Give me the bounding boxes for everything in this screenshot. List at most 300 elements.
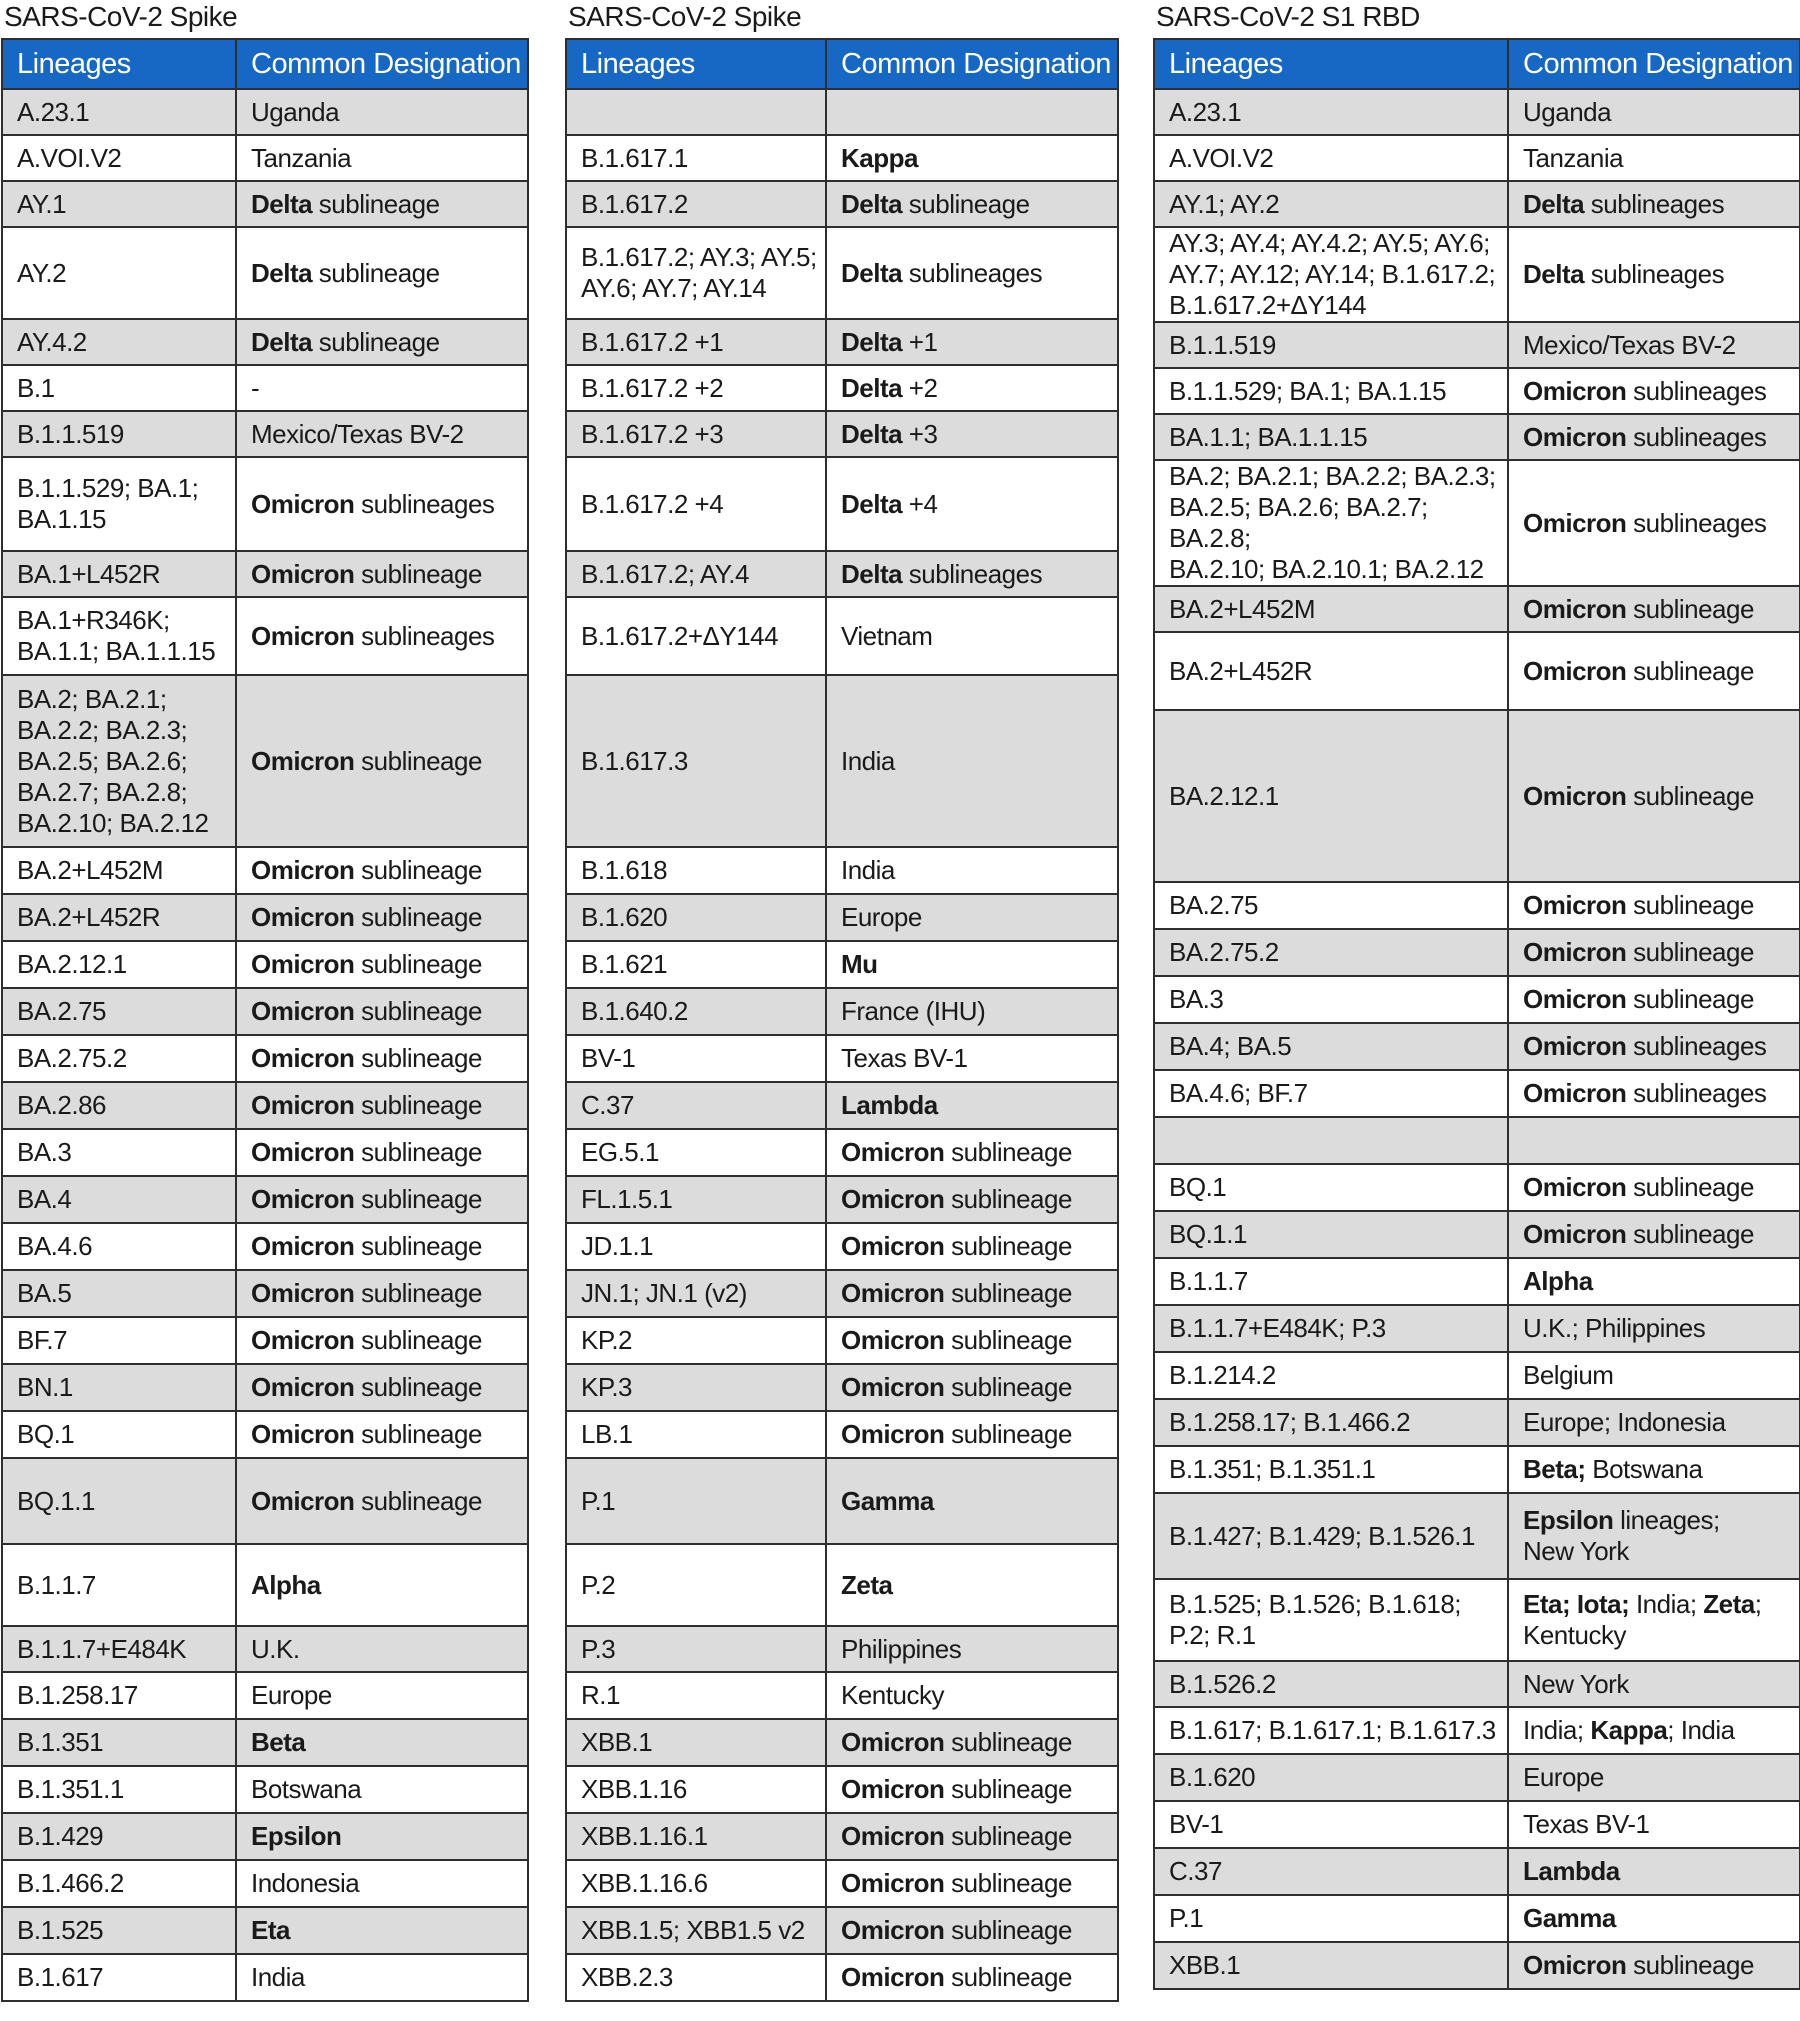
designation-cell	[1508, 1661, 1800, 1707]
table-row	[2, 365, 528, 411]
designation-text: sublineage	[312, 326, 440, 357]
table-row	[566, 941, 1118, 988]
designation-emphasis: Omicron	[251, 855, 355, 885]
lineage-cell: BA.1.1; BA.1.1.15	[1154, 414, 1508, 460]
table-row	[2, 1317, 528, 1364]
table-row	[1154, 1164, 1800, 1211]
designation-emphasis: Delta	[841, 558, 903, 589]
designation-text: sublineages	[902, 257, 1043, 288]
lineage-cell: AY.1; AY.2	[1154, 181, 1508, 227]
designation-text: Philippines	[841, 1633, 962, 1664]
designation-cell	[236, 988, 528, 1035]
table-row	[2, 675, 528, 847]
designation-cell	[826, 1364, 1118, 1411]
designation-cell	[826, 319, 1118, 365]
designation-emphasis: Omicron	[1523, 593, 1627, 624]
header-lineages: Lineages	[566, 39, 826, 89]
designation-cell	[826, 411, 1118, 457]
header-common-designation: Common Designation	[826, 39, 1118, 89]
designation-emphasis: Gamma	[1523, 1903, 1616, 1933]
table-row	[1154, 882, 1800, 929]
lineage-cell: B.1.617.2; AY.3; AY.5; AY.6; AY.7; AY.14	[566, 227, 826, 319]
designation-text: India;	[1629, 1589, 1704, 1619]
designation-emphasis: Omicron	[841, 1137, 945, 1167]
designation-emphasis: Omicron	[251, 1043, 355, 1073]
designation-text: sublineage	[354, 1231, 482, 1261]
designation-cell	[1508, 1070, 1800, 1117]
lineage-table	[565, 38, 1119, 2002]
header-lineages: Lineages	[1154, 39, 1508, 89]
designation-emphasis: Alpha	[1523, 1266, 1593, 1296]
lineage-cell: XBB.1.16.6	[566, 1860, 826, 1907]
lineage-cell: B.1.525; B.1.526; B.1.618; P.2; R.1	[1154, 1579, 1508, 1661]
table-row	[1154, 1305, 1800, 1352]
designation-emphasis: Delta	[841, 372, 903, 403]
designation-cell	[236, 365, 528, 411]
lineage-cell: B.1.621	[566, 941, 826, 988]
designation-cell	[826, 1270, 1118, 1317]
designation-text: Kentucky	[841, 1680, 944, 1710]
table-row	[1154, 89, 1800, 135]
table-row	[566, 89, 1118, 135]
designation-text: sublineage	[944, 1231, 1072, 1261]
table-row	[2, 1907, 528, 1954]
designation-emphasis: Omicron	[841, 1231, 945, 1261]
designation-cell	[1508, 1895, 1800, 1942]
lineage-cell: B.1.617.2 +1	[566, 319, 826, 365]
designation-text: sublineage	[354, 996, 482, 1026]
designation-cell	[236, 1626, 528, 1672]
lineage-cell: B.1.640.2	[566, 988, 826, 1035]
lineage-cell: P.2	[566, 1544, 826, 1626]
lineage-cell: B.1	[2, 365, 236, 411]
designation-cell	[236, 1719, 528, 1766]
lineage-cell: B.1.525	[2, 1907, 236, 1954]
designation-cell	[236, 1035, 528, 1082]
lineage-cell: R.1	[566, 1672, 826, 1719]
table-row	[2, 597, 528, 675]
designation-text: +1	[902, 326, 938, 357]
lineage-cell: AY.2	[2, 227, 236, 319]
table-row	[566, 894, 1118, 941]
lineage-cell: KP.3	[566, 1364, 826, 1411]
lineage-cell: BA.2.75	[1154, 882, 1508, 929]
lineage-cell: XBB.1.16	[566, 1766, 826, 1813]
table-row	[566, 988, 1118, 1035]
designation-text: India	[251, 1962, 305, 1992]
table-row	[566, 1719, 1118, 1766]
designation-cell	[1508, 1305, 1800, 1352]
table-row	[1154, 1023, 1800, 1070]
table-row	[566, 1082, 1118, 1129]
table-row	[2, 1766, 528, 1813]
lineage-cell: BA.4.6; BF.7	[1154, 1070, 1508, 1117]
lineage-cell: P.1	[1154, 1895, 1508, 1942]
designation-text: India;	[1523, 1715, 1591, 1745]
table-row	[2, 135, 528, 181]
designation-cell	[236, 894, 528, 941]
designation-cell	[1508, 1117, 1800, 1164]
lineage-cell: BA.2.12.1	[2, 941, 236, 988]
designation-text: sublineage	[944, 1962, 1072, 1992]
lineage-table	[1153, 38, 1800, 1990]
table-row	[1154, 710, 1800, 882]
table-row	[2, 551, 528, 597]
table-row	[1154, 414, 1800, 460]
panel-title: SARS-CoV-2 Spike	[4, 1, 238, 32]
designation-text: Europe	[1523, 1762, 1604, 1792]
designation-text: sublineages	[1626, 1078, 1767, 1108]
table-row	[566, 1813, 1118, 1860]
table-row	[566, 1458, 1118, 1544]
designation-cell	[826, 1719, 1118, 1766]
designation-emphasis: Omicron	[251, 1137, 355, 1167]
table-row	[2, 1129, 528, 1176]
table-row	[566, 847, 1118, 894]
designation-text: Mexico/Texas BV-2	[251, 418, 464, 449]
designation-emphasis: Omicron	[251, 558, 355, 589]
lineage-cell: B.1.429	[2, 1813, 236, 1860]
table-row	[2, 181, 528, 227]
lineage-cell: B.1.617.2; AY.4	[566, 551, 826, 597]
designation-text: Botswana	[1585, 1454, 1703, 1484]
table-row	[566, 1223, 1118, 1270]
designation-cell	[1508, 368, 1800, 414]
lineage-cell: BA.3	[1154, 976, 1508, 1023]
designation-text: sublineage	[312, 257, 440, 288]
designation-emphasis: Omicron	[841, 1184, 945, 1214]
lineage-cell: JD.1.1	[566, 1223, 826, 1270]
designation-text: lineages; New York	[1523, 1505, 1720, 1566]
designation-cell	[826, 1035, 1118, 1082]
designation-cell	[1508, 1164, 1800, 1211]
lineage-cell: BA.2; BA.2.1; BA.2.2; BA.2.3; BA.2.5; BA.2.6; BA.2.7; BA.2.8; BA.2.10; BA.2.10.1; BA.2.12	[1154, 460, 1508, 586]
lineage-cell: B.1.214.2	[1154, 1352, 1508, 1399]
table-row	[1154, 368, 1800, 414]
table-row	[1154, 1942, 1800, 1989]
designation-cell	[826, 1176, 1118, 1223]
lineage-cell: B.1.1.519	[2, 411, 236, 457]
designation-emphasis: Kappa	[1590, 1715, 1668, 1745]
designation-cell	[826, 1672, 1118, 1719]
designation-emphasis: Omicron	[841, 1278, 945, 1308]
table-row	[1154, 1754, 1800, 1801]
table-row	[566, 365, 1118, 411]
designation-text: sublineage	[1626, 593, 1754, 624]
lineage-cell: B.1.617.1	[566, 135, 826, 181]
table-row	[2, 1035, 528, 1082]
table-row	[566, 1411, 1118, 1458]
designation-emphasis: Eta	[251, 1915, 290, 1945]
designation-cell	[236, 1860, 528, 1907]
lineage-cell: BQ.1	[1154, 1164, 1508, 1211]
table-row	[1154, 1895, 1800, 1942]
table-row	[2, 89, 528, 135]
lineage-cell: B.1.620	[1154, 1754, 1508, 1801]
table-row	[1154, 1352, 1800, 1399]
lineage-cell: A.VOI.V2	[1154, 135, 1508, 181]
designation-cell	[236, 1954, 528, 2001]
designation-cell	[1508, 1579, 1800, 1661]
table-row	[566, 181, 1118, 227]
panel-title: SARS-CoV-2 Spike	[568, 1, 802, 32]
designation-text: Uganda	[251, 96, 340, 127]
lineage-cell: BV-1	[566, 1035, 826, 1082]
table-row	[566, 319, 1118, 365]
designation-text: sublineage	[944, 1727, 1072, 1757]
table-row	[1154, 1211, 1800, 1258]
designation-emphasis: Omicron	[841, 1868, 945, 1898]
designation-cell	[826, 894, 1118, 941]
table-row	[566, 1364, 1118, 1411]
lineage-cell: B.1.351.1	[2, 1766, 236, 1813]
designation-cell	[826, 1544, 1118, 1626]
table-row	[1154, 976, 1800, 1023]
lineage-cell: FL.1.5.1	[566, 1176, 826, 1223]
lineage-cell: B.1.617.2 +3	[566, 411, 826, 457]
table-row	[2, 227, 528, 319]
designation-text: sublineage	[354, 949, 482, 979]
lineage-cell: BA.4; BA.5	[1154, 1023, 1508, 1070]
designation-cell	[1508, 1211, 1800, 1258]
table-row	[1154, 460, 1800, 586]
table-row	[2, 411, 528, 457]
table-row	[566, 1544, 1118, 1626]
lineage-cell: B.1.526.2	[1154, 1661, 1508, 1707]
designation-emphasis: Beta;	[1523, 1454, 1586, 1484]
table-row	[1154, 586, 1800, 632]
lineage-cell	[1154, 1117, 1508, 1164]
table-row	[2, 1364, 528, 1411]
designation-cell	[826, 988, 1118, 1035]
lineage-cell: B.1.617.2 +4	[566, 457, 826, 551]
designation-cell	[1508, 1023, 1800, 1070]
designation-text: sublineage	[354, 855, 482, 885]
designation-cell	[1508, 929, 1800, 976]
designation-text: sublineage	[902, 188, 1030, 219]
designation-cell	[826, 675, 1118, 847]
designation-text: sublineage	[944, 1325, 1072, 1355]
table-body	[2, 89, 528, 2001]
table-row	[2, 847, 528, 894]
table-row	[1154, 1258, 1800, 1305]
designation-text: sublineage	[1626, 780, 1754, 811]
table-row	[1154, 1848, 1800, 1895]
designation-text: sublineages	[902, 558, 1043, 589]
table-panel-1	[0, 0, 528, 2002]
designation-text: Uganda	[1523, 96, 1612, 127]
lineage-cell: BA.2+L452R	[2, 894, 236, 941]
designation-cell	[1508, 1493, 1800, 1579]
lineage-cell: BQ.1	[2, 1411, 236, 1458]
designation-emphasis: Omicron	[1523, 1031, 1627, 1061]
designation-text: +3	[902, 418, 938, 449]
designation-cell	[1508, 882, 1800, 929]
designation-text: Botswana	[251, 1774, 362, 1804]
designation-text: sublineage	[944, 1137, 1072, 1167]
lineage-cell: B.1.427; B.1.429; B.1.526.1	[1154, 1493, 1508, 1579]
designation-emphasis: Omicron	[1523, 1172, 1627, 1202]
designation-text: sublineages	[1584, 188, 1725, 219]
table-row	[2, 1672, 528, 1719]
lineage-cell: B.1.617	[2, 1954, 236, 2001]
table-row	[1154, 227, 1800, 322]
lineage-cell: B.1.1.519	[1154, 322, 1508, 368]
designation-text: Mexico/Texas BV-2	[1523, 329, 1736, 360]
lineage-cell: BA.2.86	[2, 1082, 236, 1129]
designation-emphasis: Omicron	[251, 620, 355, 651]
designation-emphasis: Delta	[841, 188, 903, 219]
table-row	[566, 457, 1118, 551]
designation-text: sublineages	[1626, 375, 1767, 406]
designation-text: sublineages	[1584, 259, 1725, 289]
designation-cell	[236, 1129, 528, 1176]
table-row	[2, 1270, 528, 1317]
designation-cell	[236, 551, 528, 597]
lineage-cell: XBB.1	[566, 1719, 826, 1766]
lineage-cell: BA.4	[2, 1176, 236, 1223]
table-row	[566, 597, 1118, 675]
designation-text: Vietnam	[841, 620, 933, 651]
designation-emphasis: Omicron	[251, 949, 355, 979]
lineage-cell: XBB.2.3	[566, 1954, 826, 2001]
table-row	[566, 1317, 1118, 1364]
designation-text: sublineage	[1626, 890, 1754, 920]
table-row	[566, 1270, 1118, 1317]
designation-text: sublineage	[1626, 655, 1754, 686]
designation-emphasis: Lambda	[1523, 1856, 1620, 1886]
table-row	[2, 1954, 528, 2001]
designation-cell	[826, 1223, 1118, 1270]
lineage-cell: P.1	[566, 1458, 826, 1544]
designation-cell	[236, 675, 528, 847]
lineage-cell: BA.2; BA.2.1; BA.2.2; BA.2.3; BA.2.5; BA.2.6; BA.2.7; BA.2.8; BA.2.10; BA.2.12	[2, 675, 236, 847]
table-row	[2, 988, 528, 1035]
table-row	[1154, 1579, 1800, 1661]
designation-text: sublineage	[944, 1278, 1072, 1308]
designation-text: U.K.; Philippines	[1523, 1313, 1706, 1343]
lineage-cell: C.37	[566, 1082, 826, 1129]
designation-cell	[236, 1270, 528, 1317]
designation-emphasis: Zeta	[841, 1569, 893, 1600]
table-row	[2, 1223, 528, 1270]
designation-text: sublineage	[354, 1372, 482, 1402]
table-row	[2, 1813, 528, 1860]
designation-text: sublineages	[1626, 507, 1767, 538]
lineage-cell: LB.1	[566, 1411, 826, 1458]
table-row	[2, 894, 528, 941]
designation-text: sublineage	[1626, 1950, 1754, 1980]
table-row	[566, 1129, 1118, 1176]
designation-text: sublineage	[944, 1774, 1072, 1804]
lineage-cell: AY.3; AY.4; AY.4.2; AY.5; AY.6; AY.7; AY.12; AY.14; B.1.617.2; B.1.617.2+ΔY144	[1154, 227, 1508, 322]
designation-cell	[236, 1544, 528, 1626]
designation-text: sublineage	[944, 1821, 1072, 1851]
designation-emphasis: Omicron	[251, 1090, 355, 1120]
table-row	[1154, 1070, 1800, 1117]
designation-text: Texas BV-1	[841, 1043, 968, 1073]
designation-emphasis: Omicron	[1523, 507, 1627, 538]
designation-text: sublineage	[354, 1137, 482, 1167]
designation-emphasis: Eta; Iota;	[1523, 1589, 1630, 1619]
header-common-designation: Common Designation	[1508, 39, 1800, 89]
designation-cell	[236, 847, 528, 894]
designation-cell	[236, 1364, 528, 1411]
designation-emphasis: Omicron	[1523, 375, 1627, 406]
designation-cell	[826, 365, 1118, 411]
designation-text: sublineage	[354, 902, 482, 932]
lineage-cell: BV-1	[1154, 1801, 1508, 1848]
lineage-cell: XBB.1.16.1	[566, 1813, 826, 1860]
designation-cell	[826, 941, 1118, 988]
designation-cell	[1508, 1399, 1800, 1446]
table-row	[2, 1719, 528, 1766]
designation-cell	[236, 89, 528, 135]
lineage-cell: C.37	[1154, 1848, 1508, 1895]
lineage-cell: A.23.1	[2, 89, 236, 135]
table-row	[1154, 1493, 1800, 1579]
lineage-cell: B.1.1.529; BA.1; BA.1.15	[2, 457, 236, 551]
designation-emphasis: Delta	[251, 188, 313, 219]
designation-text: +2	[902, 372, 938, 403]
designation-cell	[1508, 976, 1800, 1023]
lineage-cell: B.1.351; B.1.351.1	[1154, 1446, 1508, 1493]
designation-emphasis: Delta	[1523, 259, 1585, 289]
designation-cell	[826, 1766, 1118, 1813]
table-panel-3	[1152, 0, 1800, 1990]
designation-cell	[236, 457, 528, 551]
table-row	[566, 551, 1118, 597]
lineage-cell: XBB.1	[1154, 1942, 1508, 1989]
designation-emphasis: Omicron	[841, 1372, 945, 1402]
table-row	[1154, 1661, 1800, 1707]
table-row	[566, 1954, 1118, 2001]
designation-emphasis: Omicron	[251, 1372, 355, 1402]
table-row	[566, 1766, 1118, 1813]
lineage-cell: BA.2+L452R	[1154, 632, 1508, 710]
designation-text: U.K.	[251, 1633, 300, 1664]
designation-cell	[236, 1411, 528, 1458]
designation-cell	[826, 135, 1118, 181]
lineage-cell: B.1.258.17; B.1.466.2	[1154, 1399, 1508, 1446]
designation-text: India	[841, 855, 895, 885]
designation-cell	[1508, 1848, 1800, 1895]
designation-text: Tanzania	[1523, 142, 1624, 173]
table-row	[566, 135, 1118, 181]
table-row	[1154, 1707, 1800, 1754]
designation-emphasis: Omicron	[841, 1821, 945, 1851]
designation-emphasis: Omicron	[1523, 1078, 1627, 1108]
lineage-cell: B.1.1.7	[2, 1544, 236, 1626]
designation-text: Texas BV-1	[1523, 1809, 1650, 1839]
header-lineages: Lineages	[2, 39, 236, 89]
lineage-cell: B.1.1.529; BA.1; BA.1.15	[1154, 368, 1508, 414]
table-row	[2, 1860, 528, 1907]
designation-cell	[826, 1317, 1118, 1364]
designation-cell	[826, 1626, 1118, 1672]
lineage-cell: B.1.466.2	[2, 1860, 236, 1907]
designation-emphasis: Omicron	[251, 1325, 355, 1355]
designation-text: sublineage	[354, 1090, 482, 1120]
designation-cell	[1508, 1446, 1800, 1493]
designation-cell	[1508, 1707, 1800, 1754]
lineage-cell: BA.2+L452M	[1154, 586, 1508, 632]
table-row	[1154, 1446, 1800, 1493]
table-body	[1154, 89, 1800, 1989]
designation-text: sublineage	[1626, 1172, 1754, 1202]
designation-text: sublineage	[312, 188, 440, 219]
table-row	[566, 1860, 1118, 1907]
